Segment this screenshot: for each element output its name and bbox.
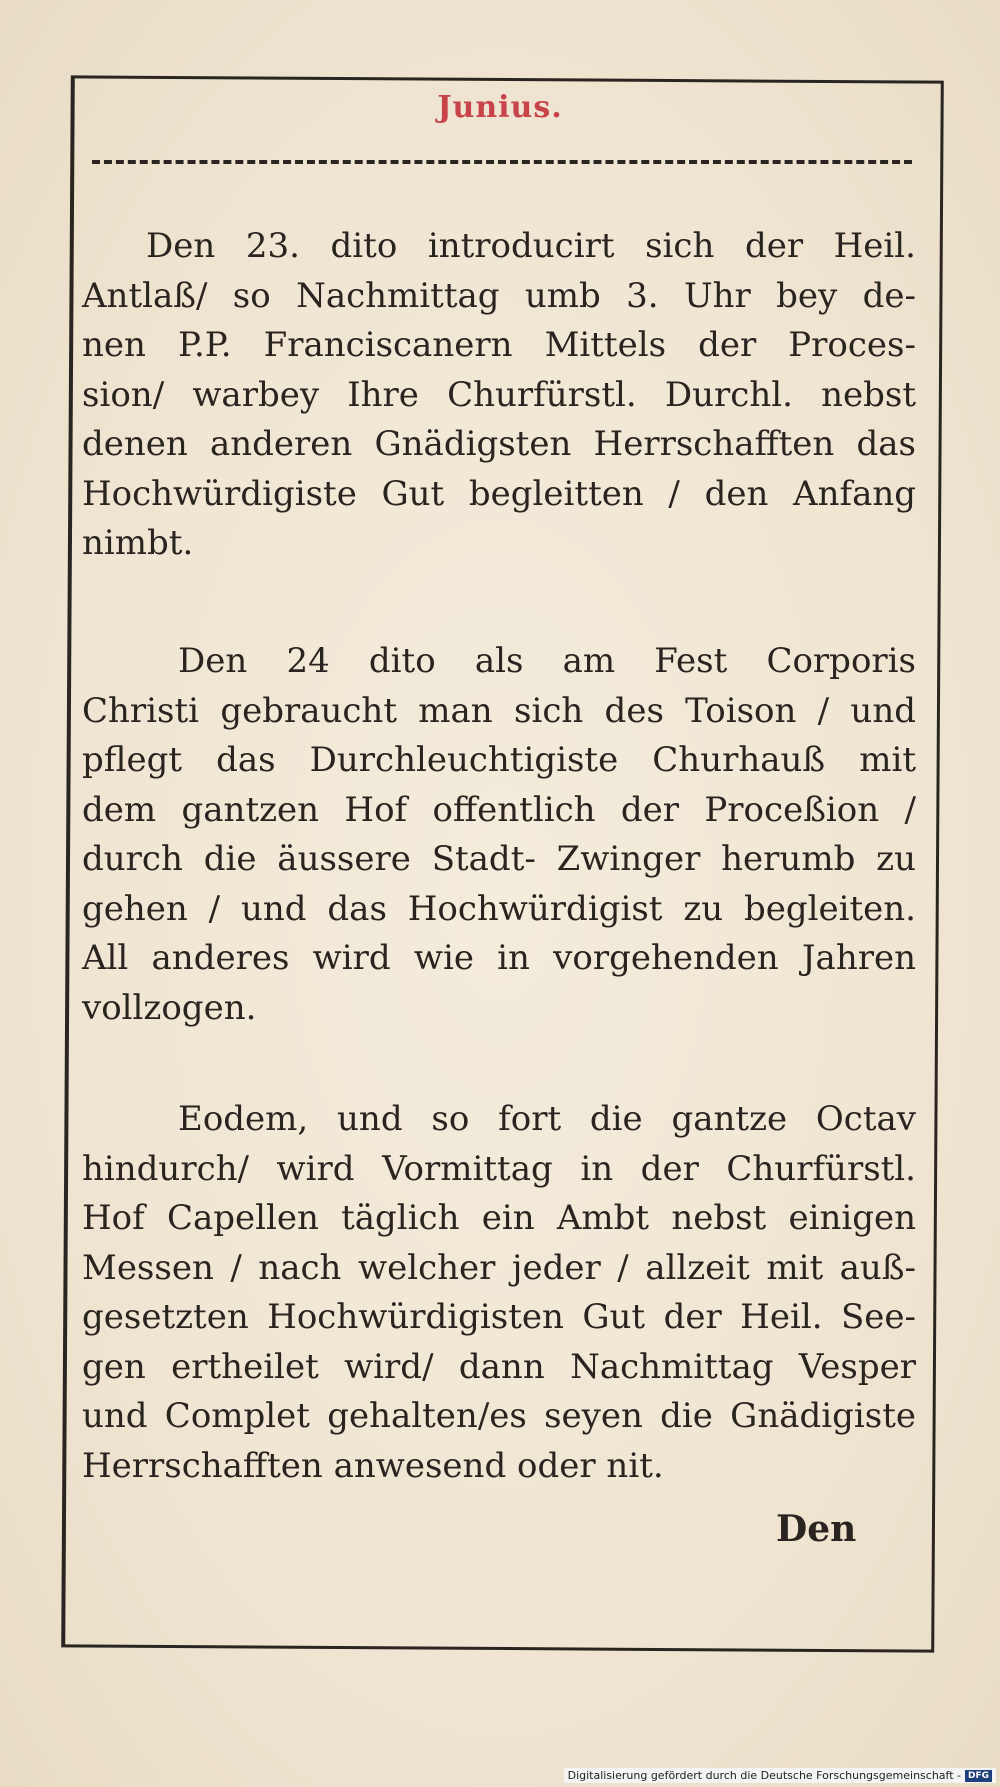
- text-line: durch die äussere Stadt- Zwinger herumb zu: [82, 839, 916, 879]
- text-line: Hochwürdigiste Gut begleitten / den Anfang: [82, 473, 916, 514]
- text-line: dem gantzen Hof offentlich der Proceßion /: [82, 789, 916, 830]
- text-line: Eodem, und so fort die gantze Octav: [178, 1099, 916, 1139]
- page-header-title: Junius.: [437, 90, 563, 125]
- text-line: Messen / nach welcher jeder / allzeit mit auß-: [82, 1247, 916, 1288]
- text-line: Den 23. dito introducirt sich der Heil.: [146, 226, 916, 266]
- text-line: vollzogen.: [82, 987, 257, 1028]
- catchword: Den: [776, 1508, 857, 1550]
- digitization-credit: [564, 1768, 996, 1783]
- text-line: nimbt.: [82, 523, 194, 563]
- paragraph-2: [82, 637, 916, 1033]
- text-line: Den 24 dito als am Fest Corporis: [178, 641, 916, 681]
- text-line: nen P.P. Franciscanern Mittels der Proces-: [82, 325, 916, 365]
- credit-text: Digitalisierung gefördert durch die Deutsche Forschungsgemeinschaft -: [567, 1769, 961, 1782]
- text-line: gen ertheilet wird/ dann Nachmittag Vesper: [82, 1346, 916, 1387]
- text-line: Antlaß/ so Nachmittag umb 3. Uhr bey de-: [82, 275, 916, 316]
- text-line: und Complet gehalten/es seyen die Gnädigiste: [82, 1396, 916, 1436]
- text-line: All anderes wird wie in vorgehenden Jahren: [82, 938, 916, 978]
- text-line: hindurch/ wird Vormittag in der Churfürstl.: [82, 1148, 916, 1189]
- text-line: gesetzten Hochwürdigisten Gut der Heil. See-: [82, 1297, 916, 1337]
- paragraph-3: [82, 1095, 916, 1491]
- header-rule: [92, 160, 912, 164]
- dfg-logo: DFG: [965, 1770, 992, 1782]
- paragraph-1: [82, 222, 916, 569]
- text-line: Herrschafften anwesend oder nit.: [82, 1445, 664, 1486]
- text-line: Hof Capellen täglich ein Ambt nebst einigen: [82, 1198, 916, 1238]
- text-line: denen anderen Gnädigsten Herrschafften das: [82, 424, 916, 464]
- text-line: sion/ warbey Ihre Churfürstl. Durchl. nebst: [82, 374, 916, 415]
- text-line: pflegt das Durchleuchtigiste Churhauß mit: [82, 740, 916, 780]
- text-line: Christi gebraucht man sich des Toison / und: [82, 690, 916, 731]
- text-line: gehen / und das Hochwürdigist zu begleiten.: [82, 888, 916, 929]
